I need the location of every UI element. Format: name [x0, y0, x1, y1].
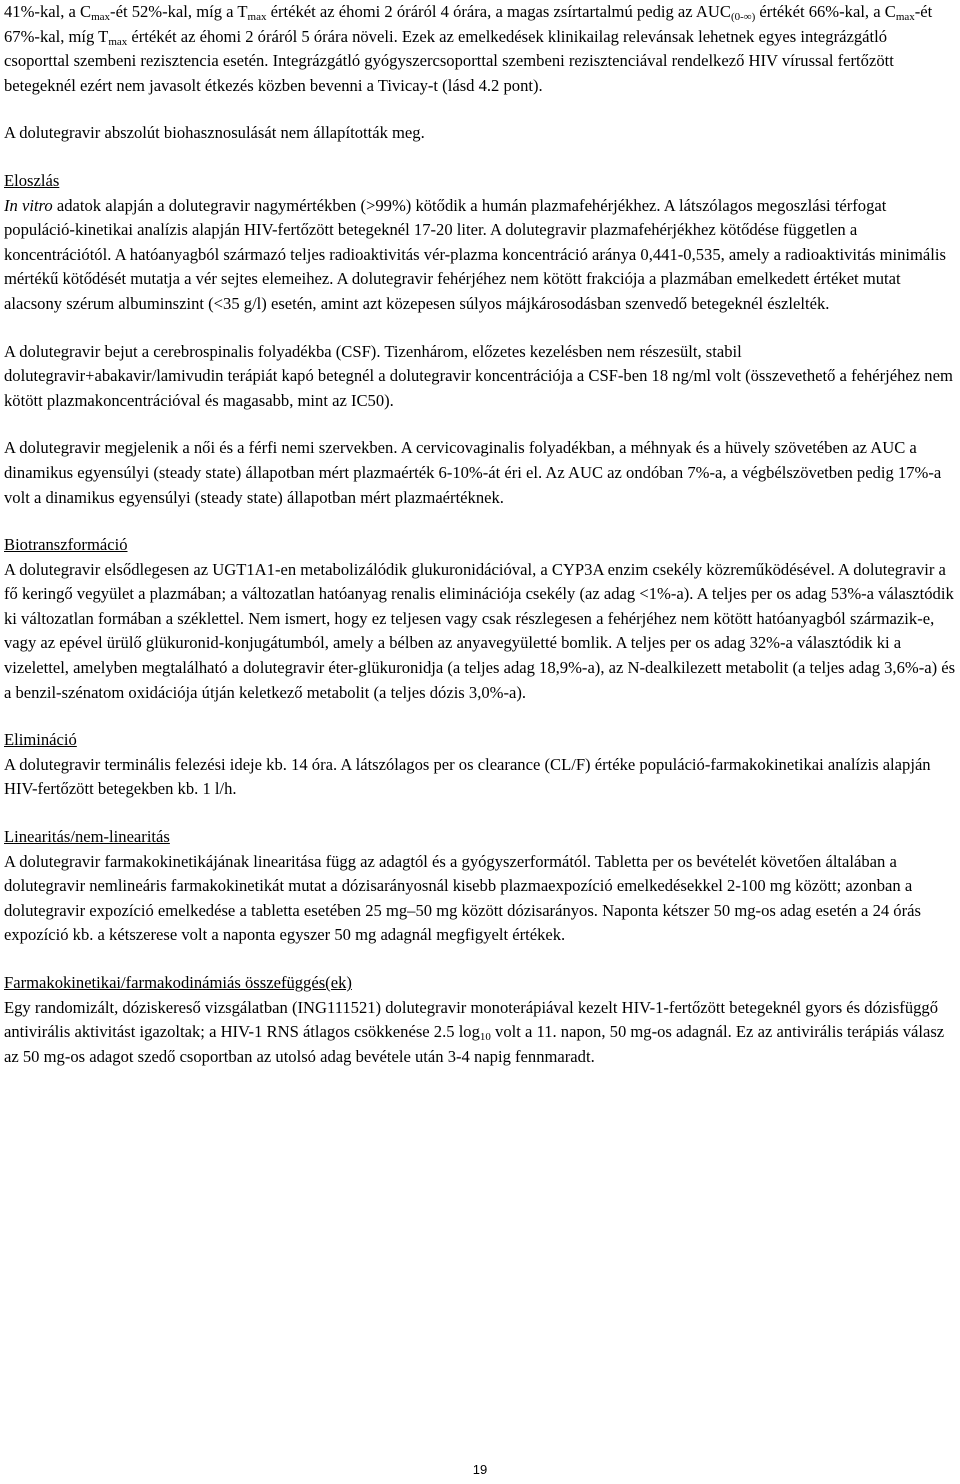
genital-tissue-paragraph: A dolutegravir megjelenik a női és a férfi nemi szervekben. A cervicovaginalis folyadékban, a méhnyak és a hüvely szövetében az AUC a dinamikus egyensúlyi (steady state) állapotban mért plazmaérték 6-10%-át éri el. Az AUC az ondóban 7%-a, a végbélszövetben pedig 17%-a volt a dinamikus egyensúlyi (steady state) állapotban mért plazmaértéknek.: [4, 438, 942, 507]
text-run: Egy randomizált, dóziskereső vizsgálatban (ING111521) dolutegravir monoterápiával kezelt HIV-1-fertőzött betegeknél gyors és dózisfüggő antivirális aktivitást igazoltak; a HIV-1 RNS átlagos csökkenése 2.5 log: [4, 997, 939, 1042]
food-effect-paragraph: [4, 0, 956, 98]
subscript: max: [895, 11, 915, 23]
subscript: max: [91, 11, 111, 23]
elimination-paragraph: A dolutegravir terminális felezési ideje kb. 14 óra. A látszólagos per os clearance (CL/F) értéke populáció-farmakokinetikai analízis alapján HIV-fertőzött betegekben kb. 1 l/h.: [4, 754, 931, 799]
subscript: 10: [479, 1031, 491, 1044]
biotransformation-paragraph: A dolutegravir elsődlegesen az UGT1A1-en metabolizálódik glukuronidációval, a CYP3A enzim csekély közreműködésével. A dolutegravir a fő keringő vegyület a plazmában; a változatlan hatóanyag renalis eliminációja csekély (az adag <1%-a). A teljes per os adag 53%-a választódik ki változatlan formában a széklettel. Nem ismert, hogy ez teljesen vagy csak részlegesen a fehérjéhez nem kötött hatóanyagból származik-e, vagy az epével ürülő glükuronid-konjugátumból, amely a bélben az anyavegyületté bomlik. A teljes per os adag 32%-a választódik ki a vizelettel, amelyben megtalálható a dolutegravir éter-glükuronidja (a teljes adag 18,9%-a), az N-dealkilezett metabolit (a teljes adag 3,6%-a) és a benzil-szénatom oxidációja útján keletkező metabolit (a teljes dózis 3,0%-a).: [4, 559, 956, 702]
section-heading-eliminacio: Elimináció: [4, 730, 77, 750]
section-heading-pkpd: Farmakokinetikai/farmakodinámiás összefüggés(ek): [4, 973, 352, 992]
subscript: max: [247, 11, 267, 23]
text-run: értékét 66%-kal, a C: [755, 2, 896, 21]
bioavailability-paragraph: A dolutegravir abszolút biohasznosulását nem állapították meg.: [4, 123, 425, 143]
text-run: -ét 52%-kal, míg a T: [110, 2, 248, 21]
subscript: (0-∞): [730, 11, 756, 23]
text-run: -ét 67%-kal, míg T: [4, 2, 933, 46]
text-run: értékét az éhomi 2 óráról 4 órára, a magas zsírtartalmú pedig az AUC: [266, 2, 731, 21]
document-page: [4, 0, 956, 1069]
section-heading-biotranszformacio: Biotranszformáció: [4, 535, 128, 555]
distribution-paragraph: [4, 194, 956, 317]
section-heading-linearitas: Linearitás/nem-linearitás: [4, 827, 170, 847]
page-number: 19: [472, 1462, 488, 1477]
text-run: adatok alapján a dolutegravir nagymértékben (>99%) kötődik a humán plazmafehérjékhez. A látszólagos megoszlási térfogat populáció-kinetikai analízis alapján HIV-fertőzött betegeknél 17-20 liter. A dolutegravir plazmafehérjékhez kötődése független a koncentrációtól. A hatóanyagból származó teljes radioaktivitás vér-plazma koncentráció aránya 0,441-0,535, amely a radioaktivitás minimális mértékű kötődését mutatja a vér sejtes elemeihez. A dolutegravir fehérjéhez nem kötött frakciója a plazmában emelkedett értéket mutat alacsony szérum albuminszint (<35 g/l) esetén, amint azt közepesen súlyos májkárosodásban szenvedő betegeknél észlelték.: [4, 195, 946, 313]
text-run: értékét az éhomi 2 óráról 5 órára növeli. Ezek az emelkedések klinikailag relevánsak lehetnek egyes integrázgátló csoporttal szembeni rezisztencia esetén. Integrázgátló gyógyszercsoporttal szembeni rezisztenciával rendelkező HIV vírussal fertőzött betegeknél ezért nem javasolt étkezés közben bevenni a Tivicay-t (lásd 4.2 pont).: [4, 26, 894, 95]
section-heading-eloszlas: Eloszlás: [4, 170, 60, 190]
pkpd-paragraph: [4, 996, 956, 1070]
text-run: 41%-kal, a C: [4, 2, 92, 21]
text-run: volt a 11. napon, 50 mg-os adagnál. Ez az antivirális terápiás válasz az 50 mg-os adagot szedő csoportban az utolsó adag bevétele után 3-4 napig fennmaradt.: [4, 1022, 945, 1066]
csf-paragraph: A dolutegravir bejut a cerebrospinalis folyadékba (CSF). Tizenhárom, előzetes kezelésben nem részesült, stabil dolutegravir+abakavir/lamivudin terápiát kapó betegnél a dolutegravir koncentrációja a CSF-ben 18 ng/ml volt (összevethető a fehérjéhez nem kötött plazmakoncentrációval és magasabb, mint az IC50).: [4, 341, 953, 410]
italic-text: In vitro: [4, 195, 53, 215]
subscript: max: [108, 35, 128, 48]
linearity-paragraph: A dolutegravir farmakokinetikájának linearitása függ az adagtól és a gyógyszerformától. Tabletta per os bevételét követően általában a dolutegravir nemlineáris farmakokinetikát mutat a dózisarányosnál kisebb plazmaexpozíció emelkedésekkel 2-100 mg között; azonban a dolutegravir expozíció emelkedése a tabletta esetében 25 mg–50 mg között dózisarányos. Naponta kétszer 50 mg-os adag esetén a 24 órás expozíció kb. a kétszerese volt a naponta egyszer 50 mg adagnál megfigyelt értékek.: [4, 851, 921, 945]
